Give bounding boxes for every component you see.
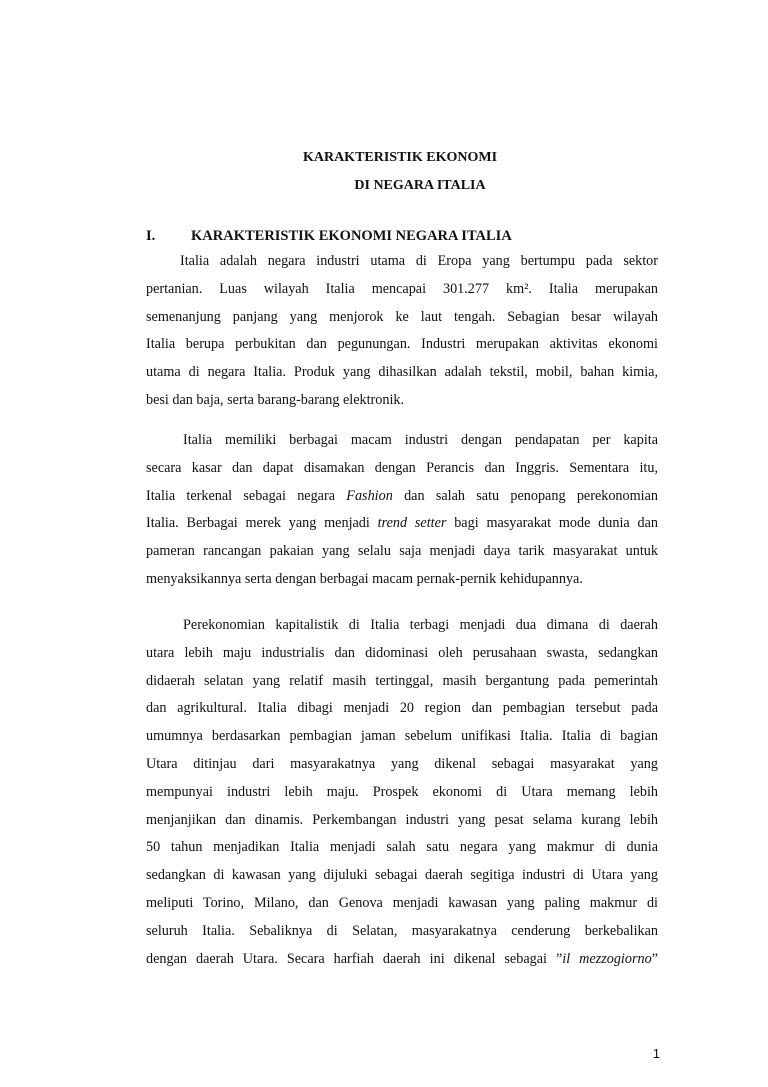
italic-term: trend setter <box>377 515 447 532</box>
paragraph-line: secara kasar dan dapat disamakan dengan Perancis dan Inggris. Sementara itu, <box>146 459 658 476</box>
italic-term: Fashion <box>346 487 393 504</box>
paragraph-line: seluruh Italia. Sebaliknya di Selatan, masyarakatnya cenderung berkebalikan <box>146 922 658 939</box>
document-title-line1: KARAKTERISTIK EKONOMI <box>302 150 498 165</box>
paragraph-line: umumnya berdasarkan pembagian jaman sebelum unifikasi Italia. Italia di bagian <box>146 728 658 745</box>
text-run: dengan daerah Utara. Secara harfiah daerah ini dikenal sebagai ” <box>146 950 563 967</box>
paragraph-line: Perekonomian kapitalistik di Italia terbagi menjadi dua dimana di daerah <box>183 617 658 633</box>
paragraph-line: pertanian. Luas wilayah Italia mencapai 301.277 km². Italia merupakan <box>146 280 658 297</box>
text-run: Italia. Berbagai merek yang menjadi <box>146 515 378 532</box>
paragraph-line: sedangkan di kawasan yang dijuluki sebagai daerah segitiga industri di Utara yang <box>146 867 658 884</box>
paragraph-line: didaerah selatan yang relatif masih tertinggal, masih bergantung pada pemerintah <box>146 672 658 689</box>
paragraph-line: menjanjikan dan dinamis. Perkembangan industri yang pesat selama kurang lebih <box>146 811 658 828</box>
section-number: I. <box>146 228 156 244</box>
paragraph-line <box>146 483 658 511</box>
paragraph-line <box>146 510 658 538</box>
document-title-line2: DI NEGARA ITALIA <box>354 178 486 193</box>
paragraph-line: dan agrikultural. Italia dibagi menjadi 20 region dan pembagian tersebut pada <box>146 700 658 717</box>
paragraph-line: 50 tahun menjadikan Italia menjadi salah satu negara yang makmur di dunia <box>146 839 658 856</box>
paragraph-1 <box>146 248 658 415</box>
paragraph-line: semenanjung panjang yang menjorok ke laut tengah. Sebagian besar wilayah <box>146 308 658 325</box>
text-run: Italia terkenal sebagai negara <box>146 487 347 504</box>
paragraph-3 <box>146 612 658 973</box>
text-run: bagi masyarakat mode dunia dan <box>446 515 658 532</box>
paragraph-2 <box>146 427 658 594</box>
paragraph-line: utama di negara Italia. Produk yang dihasilkan adalah tekstil, mobil, bahan kimia, <box>146 364 658 381</box>
paragraph-line: utara lebih maju industrialis dan didominasi oleh perusahaan swasta, sedangkan <box>146 644 658 661</box>
paragraph-line: Italia memiliki berbagai macam industri dengan pendapatan per kapita <box>183 432 658 448</box>
page-number: 1 <box>652 1046 660 1061</box>
paragraph-line: pameran rancangan pakaian yang selalu saja menjadi daya tarik masyarakat untuk <box>146 543 658 560</box>
paragraph-line <box>146 946 658 974</box>
text-run: dan salah satu penopang perekonomian <box>392 487 658 504</box>
paragraph-line: meliputi Torino, Milano, dan Genova menjadi kawasan yang paling makmur di <box>146 894 658 911</box>
paragraph-line: Italia adalah negara industri utama di Eropa yang bertumpu pada sektor <box>180 253 658 269</box>
paragraph-line: besi dan baja, serta barang-barang elektronik. <box>146 391 405 408</box>
text-run: ” <box>651 950 658 967</box>
paragraph-line: mempunyai industri lebih maju. Prospek ekonomi di Utara memang lebih <box>146 783 658 800</box>
paragraph-line: menyaksikannya serta dengan berbagai macam pernak-pernik kehidupannya. <box>146 570 583 587</box>
italic-term: il mezzogiorno <box>562 950 652 967</box>
paragraph-line: Utara ditinjau dari masyarakatnya yang dikenal sebagai masyarakat yang <box>146 755 658 772</box>
section-heading: KARAKTERISTIK EKONOMI NEGARA ITALIA <box>191 228 512 244</box>
paragraph-line: Italia berupa perbukitan dan pegunungan. Industri merupakan aktivitas ekonomi <box>146 336 658 353</box>
